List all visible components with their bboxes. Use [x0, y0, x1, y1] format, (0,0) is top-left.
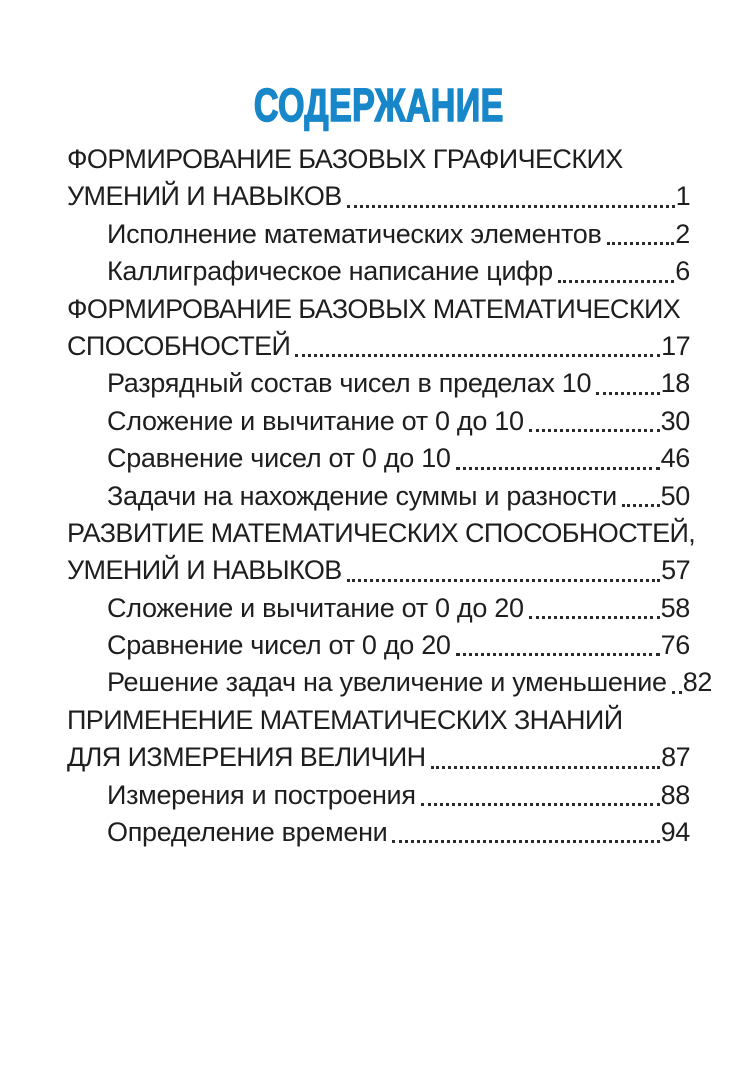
toc-entry: [67, 478, 690, 515]
toc-entry-line: [67, 814, 690, 851]
toc-entry-page-number: 17: [661, 330, 690, 361]
dot-leader: [456, 653, 660, 656]
toc-entry-line: [67, 777, 690, 814]
toc-entry-page-number: 94: [660, 817, 690, 848]
toc-entry-text: Измерения и построения: [107, 779, 416, 810]
toc-entry-text: Разрядный состав чисел в пределах 10: [107, 368, 592, 399]
toc-entry: [67, 627, 690, 664]
toc-entry-page-number: 88: [660, 779, 690, 810]
toc-entry-line: [67, 141, 690, 178]
dot-leader: [558, 280, 674, 283]
toc-entry: [67, 291, 690, 366]
toc-entry: [67, 515, 696, 590]
toc-entry: [67, 365, 690, 402]
toc-entry-text: ДЛЯ ИЗМЕРЕНИЯ ВЕЛИЧИН: [67, 742, 426, 773]
toc-entry-page-number: 30: [660, 405, 690, 436]
table-of-contents: [67, 141, 713, 851]
toc-entry-page-number: 46: [660, 443, 690, 474]
dot-leader: [672, 691, 682, 694]
dot-leader: [295, 354, 660, 357]
toc-entry-line: [67, 291, 690, 328]
toc-entry-text: Сравнение чисел от 0 до 20: [107, 630, 451, 661]
toc-entry-line: [67, 478, 690, 515]
dot-leader: [421, 803, 660, 806]
toc-entry-text: Сложение и вычитание от 0 до 20: [107, 592, 524, 623]
dot-leader: [529, 616, 660, 619]
toc-entry-line: [67, 702, 690, 739]
toc-entry-page-number: 6: [675, 256, 690, 287]
toc-entry-line: [67, 365, 690, 402]
toc-entry: [67, 440, 690, 477]
toc-entry-text: РАЗВИТИЕ МАТЕМАТИЧЕСКИХ СПОСОБНОСТЕЙ,: [67, 517, 696, 548]
toc-entry-page-number: 58: [660, 592, 690, 623]
toc-entry-text: Задачи на нахождение суммы и разности: [107, 480, 617, 511]
toc-entry-line: [67, 178, 690, 215]
toc-entry-page-number: 50: [660, 480, 690, 511]
toc-entry-page-number: 87: [661, 742, 690, 773]
toc-entry-line: [67, 440, 690, 477]
toc-entry-line: [67, 328, 690, 365]
toc-entry-line: [67, 403, 690, 440]
toc-entry-text: Исполнение математических элементов: [107, 218, 602, 249]
toc-entry-text: УМЕНИЙ И НАВЫКОВ: [67, 181, 342, 212]
dot-leader: [529, 429, 660, 432]
dot-leader: [392, 840, 659, 843]
page-title-text: СОДЕРЖАНИЕ: [253, 79, 504, 131]
toc-entry-text: ФОРМИРОВАНИЕ БАЗОВЫХ ГРАФИЧЕСКИХ: [67, 143, 623, 174]
toc-entry-line: [67, 627, 690, 664]
page-title: [67, 79, 690, 131]
toc-entry-page-number: 18: [660, 368, 690, 399]
toc-entry-page-number: 76: [660, 630, 690, 661]
toc-entry-line: [67, 253, 690, 290]
toc-entry: [67, 777, 690, 814]
toc-entry-line: [67, 216, 690, 253]
toc-entry-line: [67, 515, 696, 552]
toc-entry-line: [67, 739, 690, 776]
toc-entry-text: Решение задач на увеличение и уменьшение: [107, 667, 667, 698]
toc-entry-text: ФОРМИРОВАНИЕ БАЗОВЫХ МАТЕМАТИЧЕСКИХ: [67, 293, 681, 324]
dot-leader: [347, 205, 675, 208]
toc-entry: [67, 702, 690, 777]
toc-entry-text: УМЕНИЙ И НАВЫКОВ: [67, 555, 342, 586]
dot-leader: [456, 467, 660, 470]
toc-entry-text: ПРИМЕНЕНИЕ МАТЕМАТИЧЕСКИХ ЗНАНИЙ: [67, 704, 623, 735]
toc-entry-line: [67, 664, 713, 701]
dot-leader: [431, 766, 661, 769]
toc-entry-page-number: 82: [682, 667, 713, 698]
toc-entry-page-number: 57: [661, 555, 690, 586]
toc-entry: [67, 403, 690, 440]
toc-entry-text: Определение времени: [107, 817, 388, 848]
toc-entry: [67, 216, 690, 253]
toc-entry: [67, 814, 690, 851]
toc-entry-page-number: 1: [675, 181, 690, 212]
toc-entry-text: Каллиграфическое написание цифр: [107, 256, 553, 287]
toc-entry-page-number: 2: [675, 218, 690, 249]
dot-leader: [347, 579, 661, 582]
toc-entry: [67, 141, 690, 216]
toc-entry-line: [67, 552, 690, 589]
toc-entry-text: СПОСОБНОСТЕЙ: [67, 330, 291, 361]
contents-page: [0, 79, 756, 1083]
dot-leader: [622, 504, 660, 507]
dot-leader: [607, 242, 675, 245]
toc-entry: [67, 590, 690, 627]
toc-entry-text: Сложение и вычитание от 0 до 10: [107, 405, 524, 436]
toc-entry-line: [67, 590, 690, 627]
dot-leader: [596, 392, 659, 395]
toc-entry-text: Сравнение чисел от 0 до 10: [107, 443, 451, 474]
toc-entry: [67, 664, 713, 701]
toc-entry: [67, 253, 690, 290]
